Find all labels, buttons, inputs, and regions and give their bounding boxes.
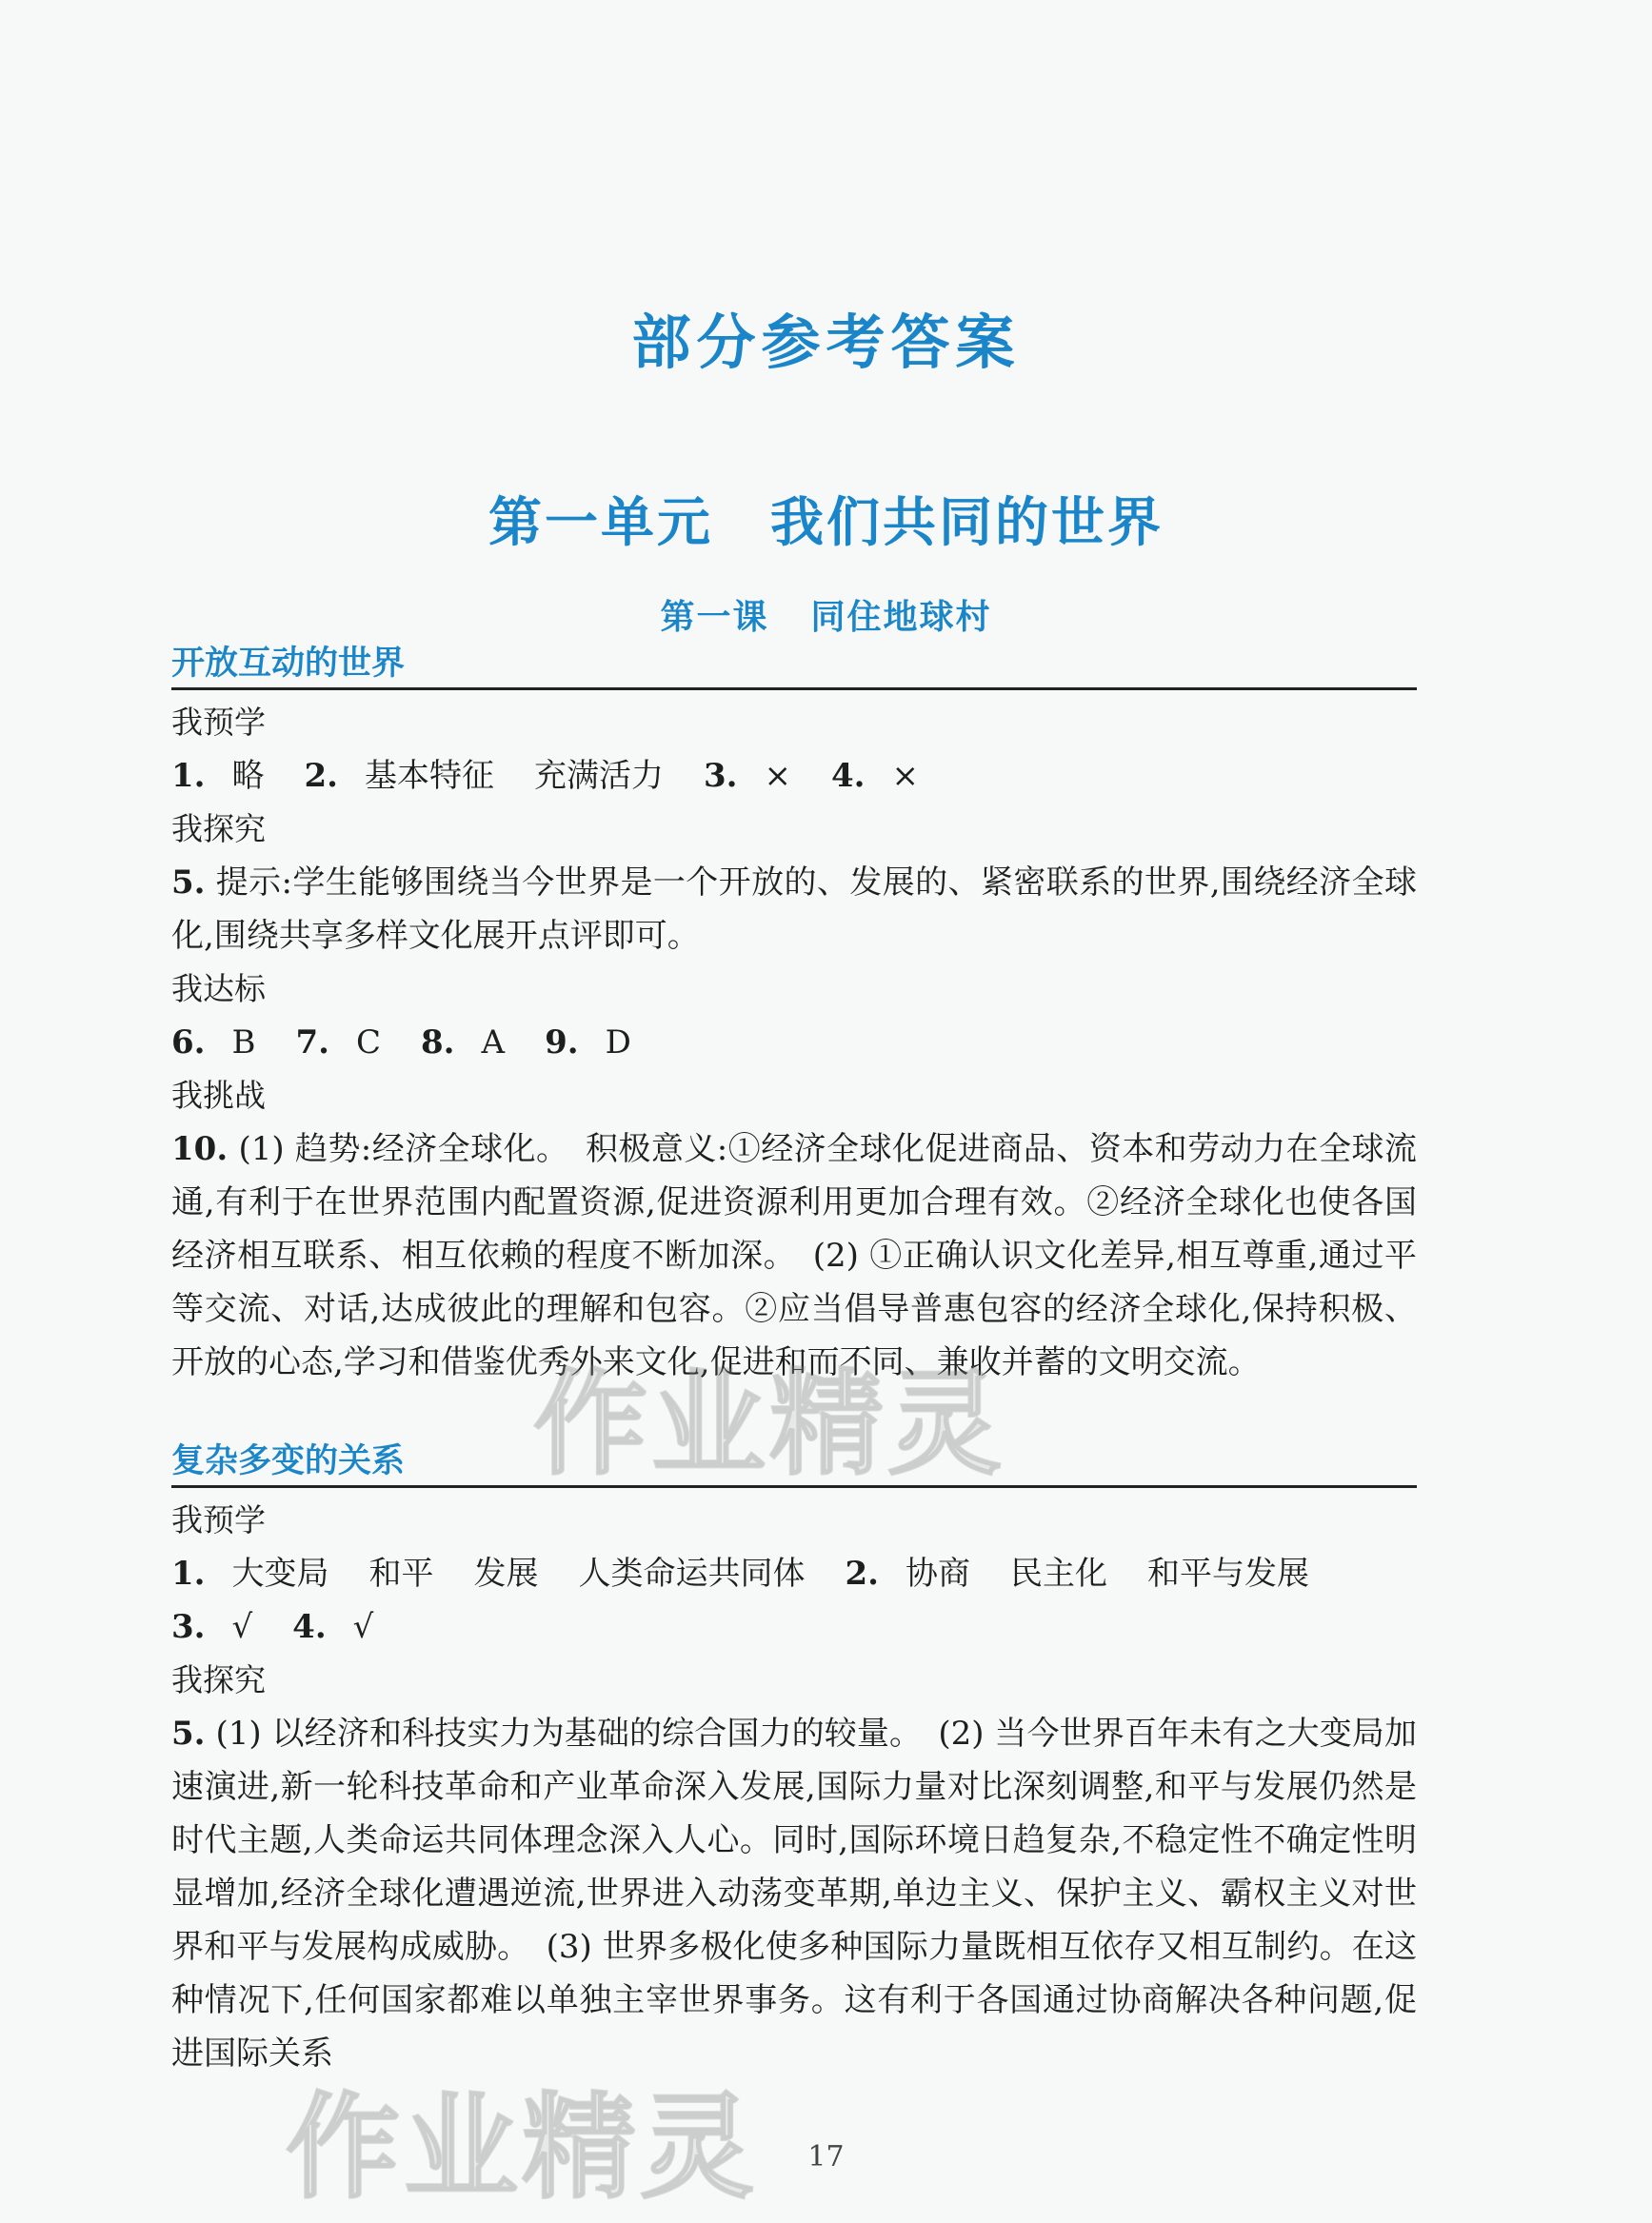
section-open-world [171,640,1417,1389]
answer: 民主化 [1010,1555,1107,1593]
question-number: 2. [304,757,338,795]
unit-label: 第一单元 [488,491,713,554]
lesson-title [0,590,1652,639]
explore-answer [171,856,1417,963]
answer-text: 提示:学生能够围绕当今世界是一个开放的、发展的、紧密联系的世界,围绕经济全球化,围绕共享多样文化展开点评即可。 [171,863,1417,955]
challenge-answer [171,1122,1417,1389]
answer: 协商 [906,1555,970,1593]
answer: × [891,757,919,795]
unit-name: 我们共同的世界 [770,491,1164,554]
question-number: 10. [171,1130,229,1168]
question-number: 4. [831,757,866,795]
question-number: 4. [292,1608,327,1646]
answer: B [231,1023,256,1062]
answer: C [356,1023,382,1062]
section-heading: 复杂多变的关系 [171,1438,1417,1488]
explore-answer [171,1707,1417,2080]
unit-title [0,481,1652,557]
watermark: 作业精灵 [533,1359,1005,1491]
question-number: 5. [171,1715,206,1753]
question-number: 3. [704,757,738,795]
preview-answers [171,749,1417,803]
answer: 和平 [368,1555,434,1593]
answer: A [481,1023,506,1062]
standard-label: 我达标 [171,970,266,1007]
answer: 大变局 [231,1555,329,1593]
answer-text: (1) 以经济和科技实力为基础的综合国力的较量。 (2) 当今世界百年未有之大变局加速演进,新一轮科技革命和产业革命深入发展,国际力量对比深刻调整,和平与发展仍然是时代主题,人类命运共同体理念深入人心。同时,国际环境日趋复杂,不稳定性不确定性明显增加,经济全球化遭遇逆流,世界进入动荡变革期,单边主义、保护主义、霸权主义对世界和平与发展构成威胁。 (3) 世界多极化使多种国际力量既相互依存又相互制约。在这种情况下,任何国家都难以单独主宰世界事务。这有利于各国通过协商解决各种问题,促进国际关系 [171,1715,1418,2073]
question-number: 2. [845,1555,879,1593]
page-number: 17 [807,2140,845,2173]
lesson-label: 第一课 [660,598,769,637]
explore-label: 我探究 [171,1661,266,1698]
preview-answers-line-1 [171,1547,1417,1600]
lesson-name: 同住地球村 [810,598,992,637]
answer: 略 [231,757,265,795]
answer: √ [231,1608,253,1646]
question-number: 5. [171,863,206,902]
answer: 和平与发展 [1147,1555,1309,1593]
question-number: 3. [171,1608,206,1646]
answer: 发展 [473,1555,539,1593]
preview-label: 我预学 [171,1501,266,1538]
question-number: 8. [421,1023,455,1062]
answer: √ [352,1608,374,1646]
question-number: 1. [171,1555,206,1593]
preview-label: 我预学 [171,704,266,741]
answer: 基本特征 [365,757,494,795]
answer: 人类命运共同体 [578,1555,806,1593]
question-number: 7. [295,1023,329,1062]
page-title: 部分参考答案 [631,308,1021,377]
preview-answers-line-2 [171,1600,1417,1654]
question-number: 6. [171,1023,206,1062]
explore-label: 我探究 [171,810,266,847]
answer: D [605,1023,631,1062]
watermark: 作业精灵 [286,2082,758,2214]
challenge-label: 我挑战 [171,1077,266,1114]
question-number: 1. [171,757,206,795]
section-complex-relations [171,1438,1417,2080]
answer: × [764,757,791,795]
section-heading: 开放互动的世界 [171,640,1417,690]
answer: 充满活力 [534,757,664,795]
standard-answers [171,1016,1417,1069]
question-number: 9. [545,1023,579,1062]
answer-text: (1) 趋势:经济全球化。 积极意义:①经济全球化促进商品、资本和劳动力在全球流通,有利于在世界范围内配置资源,促进资源利用更加合理有效。②经济全球化也使各国经济相互联系、相互依赖的程度不断加深。 (2) ①正确认识文化差异,相互尊重,通过平等交流、对话,达成彼此的理解和包容。②应当倡导普惠包容的经济全球化,保持积极、开放的心态,学习和借鉴优秀外来文化,促进和而不同、兼收并蓄的文明交流。 [171,1130,1417,1381]
